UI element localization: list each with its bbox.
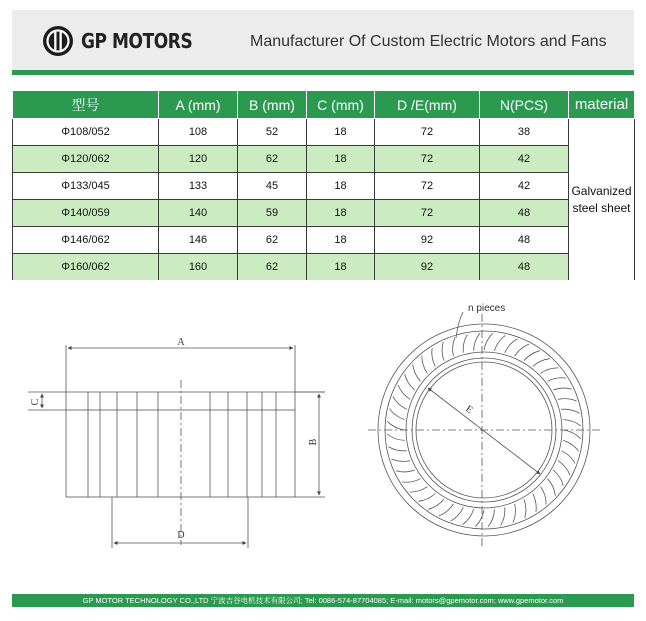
blade [553, 470, 563, 486]
blade [524, 499, 526, 518]
blade [402, 479, 421, 483]
blade [488, 509, 494, 527]
spec-table [12, 90, 635, 280]
blade [391, 459, 410, 461]
blade [396, 470, 415, 472]
blade [561, 409, 579, 413]
cell-c: 18 [307, 146, 375, 173]
blade [389, 409, 404, 420]
cell-c: 18 [307, 119, 375, 146]
column-header-b: B (mm) [238, 91, 307, 119]
table-row [13, 173, 635, 200]
blade [463, 334, 467, 352]
column-header-material: material [569, 91, 635, 119]
blade [494, 335, 505, 350]
cell-n: 42 [480, 173, 569, 200]
blade [501, 507, 505, 525]
cell-c: 18 [307, 254, 375, 281]
cell-n: 48 [480, 254, 569, 281]
cell-de: 92 [375, 254, 480, 281]
cell-model: Φ108/052 [13, 119, 159, 146]
technical-drawing [0, 290, 646, 590]
cell-b: 62 [238, 254, 307, 281]
cell-c: 18 [307, 227, 375, 254]
blade [513, 504, 515, 523]
label-b: B [308, 438, 319, 446]
blade [548, 479, 556, 496]
blade [387, 434, 405, 440]
front-view [368, 312, 600, 548]
table-row [13, 146, 635, 173]
blade [541, 487, 547, 505]
blade [474, 333, 480, 351]
material-line-2: steel sheet [572, 200, 631, 215]
cell-de: 72 [375, 173, 480, 200]
page-tagline: Manufacturer Of Custom Electric Motors and Fans [250, 33, 607, 50]
blade [561, 451, 575, 464]
table-row [13, 227, 635, 254]
brand-logo [42, 25, 212, 57]
blade [388, 447, 406, 451]
blade [451, 507, 464, 521]
gp-logo-icon [42, 25, 74, 57]
cell-de: 72 [375, 200, 480, 227]
blade [541, 368, 559, 374]
column-header-de: D /E(mm) [375, 91, 480, 119]
column-header-model: 型号 [13, 91, 159, 119]
column-header-a: A (mm) [159, 91, 238, 119]
blade [553, 388, 572, 390]
column-header-c: C (mm) [307, 91, 375, 119]
cell-de: 72 [375, 119, 480, 146]
blade [475, 510, 484, 527]
blade [439, 504, 453, 516]
table-header-row [13, 91, 635, 119]
blade [484, 333, 493, 350]
blade [463, 509, 474, 524]
blade [387, 421, 404, 430]
blade [418, 494, 435, 502]
blade [398, 385, 410, 399]
blade [548, 378, 567, 382]
cell-b: 52 [238, 119, 307, 146]
cell-b: 45 [238, 173, 307, 200]
table-row [13, 200, 635, 227]
blade [563, 420, 581, 426]
blade [558, 461, 570, 475]
blade [563, 440, 578, 451]
page-footer: GP MOTOR TECHNOLOGY CO.,LTD 宁波吉谷电机技术有限公司; Tel: 0086-574-87704085; E-mail: motors@gpemotor.com; www.gpemotor.com [12, 594, 634, 607]
blade [558, 399, 577, 401]
label-n-pieces: n pieces [468, 303, 506, 314]
label-e: E [463, 403, 475, 417]
blade [505, 339, 518, 353]
cell-a: 120 [159, 146, 238, 173]
cell-b: 62 [238, 227, 307, 254]
cell-a: 146 [159, 227, 238, 254]
side-view [28, 345, 325, 548]
blade-lines [88, 392, 276, 497]
cell-de: 72 [375, 146, 480, 173]
blade [413, 364, 421, 381]
blade [422, 356, 428, 374]
material-line-1: Galvanized [571, 183, 632, 198]
cell-b: 59 [238, 200, 307, 227]
cell-model: Φ140/059 [13, 200, 159, 227]
blade [524, 351, 540, 361]
cell-b: 62 [238, 146, 307, 173]
header-accent-band [12, 70, 634, 75]
cell-c: 18 [307, 200, 375, 227]
cell-de: 92 [375, 227, 480, 254]
label-c: C [30, 398, 41, 406]
cell-n: 42 [480, 146, 569, 173]
label-a: A [177, 337, 185, 348]
cell-a: 108 [159, 119, 238, 146]
dim-e-line [428, 388, 540, 474]
cell-model: Φ160/062 [13, 254, 159, 281]
brand-name: GP MOTORS [81, 29, 193, 53]
label-d: D [177, 530, 185, 541]
blade [393, 397, 407, 410]
table-row [13, 254, 635, 281]
blade [564, 430, 581, 439]
blade [428, 499, 444, 509]
cell-c: 18 [307, 173, 375, 200]
table-row [13, 119, 635, 146]
blade [410, 487, 428, 493]
blade [432, 348, 436, 367]
column-header-n: N(PCS) [480, 91, 569, 119]
blade [453, 337, 455, 356]
cell-material [569, 119, 635, 281]
cell-a: 160 [159, 254, 238, 281]
blade [442, 342, 444, 361]
cell-a: 140 [159, 200, 238, 227]
cell-n: 38 [480, 119, 569, 146]
blade [533, 359, 550, 367]
blade [515, 344, 529, 356]
blade [405, 374, 415, 390]
cell-n: 48 [480, 200, 569, 227]
blade [533, 494, 537, 513]
cell-model: Φ120/062 [13, 146, 159, 173]
cell-model: Φ146/062 [13, 227, 159, 254]
cell-a: 133 [159, 173, 238, 200]
cell-n: 48 [480, 227, 569, 254]
cell-model: Φ133/045 [13, 173, 159, 200]
